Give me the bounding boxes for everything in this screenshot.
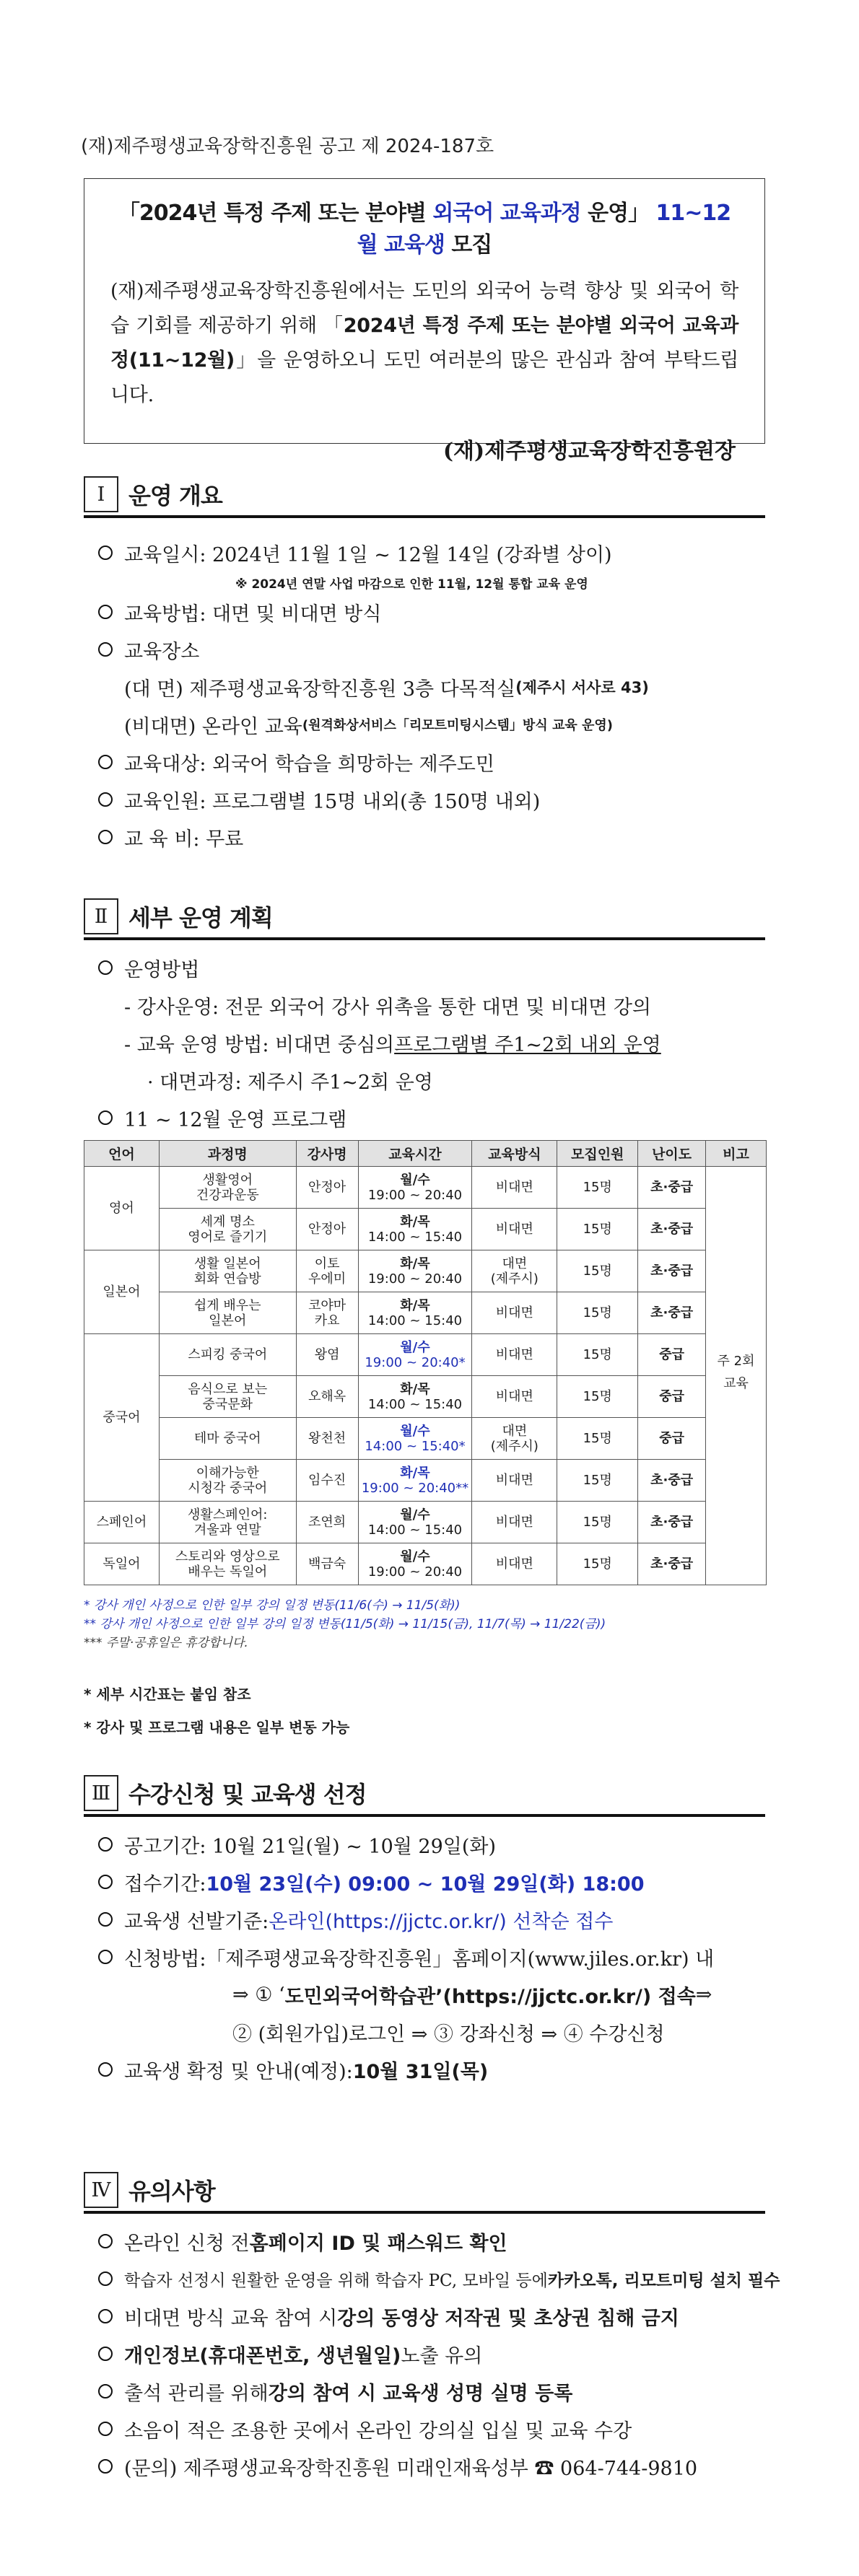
- cell-course-line: 이해가능한: [196, 1465, 259, 1481]
- overview-place: 교육장소: [124, 640, 200, 663]
- list-item: [98, 2410, 780, 2448]
- cell-course: [159, 1209, 296, 1250]
- cell-hours: 19:00 ~ 20:40: [367, 1187, 463, 1203]
- cell-teacher-line: 카요: [314, 1313, 340, 1328]
- list-item: [98, 781, 780, 818]
- cell-mode-line: 비대면: [495, 1180, 533, 1195]
- cell-mode-line: 비대면: [495, 1389, 533, 1404]
- overview-method: 교육방법: 대면 및 비대면 방식: [124, 603, 382, 626]
- section-number: Ⅳ: [84, 2172, 118, 2208]
- cell-time: [358, 1334, 472, 1376]
- list-item: [98, 949, 780, 986]
- circle-bullet-icon: [98, 2309, 113, 2323]
- table-header-row: [84, 1141, 767, 1167]
- cell-level: 중급: [638, 1334, 706, 1376]
- plan-program: 11 ~ 12월 운영 프로그램: [124, 1108, 347, 1131]
- cell-teacher-line: 왕천천: [308, 1431, 346, 1446]
- overview-capacity: 교육인원: 프로그램별 15명 내외(총 150명 내외): [124, 790, 541, 813]
- cell-hours: 19:00 ~ 20:40: [367, 1271, 463, 1287]
- caution-text: 학습자 선정시 원활한 운영을 위해 학습자 PC, 모바일 등에: [124, 2271, 548, 2290]
- section-heading-cautions: [84, 2172, 215, 2208]
- cell-teacher: [296, 1334, 358, 1376]
- cell-time: [358, 1460, 472, 1502]
- cell-level: 초·중급: [638, 1167, 706, 1209]
- cell-mode-line: (제주시): [490, 1271, 538, 1287]
- footnote-1: * 강사 개인 사정으로 인한 일부 강의 일정 변동(11/6(수) → 11/5(화)): [84, 1598, 461, 1613]
- cell-course-line: 스토리와 영상으로: [175, 1548, 280, 1564]
- circle-bullet-icon: [98, 605, 113, 619]
- cell-course: [159, 1418, 296, 1460]
- cell-language: 중국어: [84, 1334, 160, 1502]
- table-row: [84, 1376, 767, 1418]
- list-item: [98, 2051, 780, 2088]
- intro-body-text: 」을 운영하오니 도민 여러분의 많은 관심과 참여 부탁드립니다.: [110, 349, 738, 406]
- cell-mode-line: 비대면: [495, 1556, 533, 1572]
- intro-title-highlight: 11~12월 교육생: [357, 201, 731, 258]
- note-change: * 강사 및 프로그램 내용은 일부 변동 가능: [84, 1719, 350, 1736]
- list-item: [98, 593, 780, 631]
- cell-capacity: 15명: [557, 1376, 638, 1418]
- overview-place-b-note: (원격화상서비스「리모트미팅시스템」방식 교육 운영): [302, 718, 614, 733]
- cell-teacher-line: 임수진: [308, 1473, 346, 1488]
- list-item: [98, 534, 780, 571]
- cell-course-line: 일본어: [209, 1313, 247, 1328]
- cell-mode: [472, 1418, 557, 1460]
- circle-bullet-icon: [98, 2459, 113, 2474]
- cell-mode-line: 대면: [502, 1256, 528, 1271]
- apply-step-1-arrow: ⇒: [695, 1983, 712, 2006]
- cell-teacher-line: 백금숙: [308, 1556, 346, 1572]
- list-item: [98, 1863, 780, 1901]
- footnote-3: *** 주말·공휴일은 휴강합니다.: [84, 1636, 248, 1650]
- plan-method: 운영방법: [124, 958, 200, 981]
- cell-hours: 19:00 ~ 20:40**: [361, 1480, 469, 1496]
- plan-face: · 대면과정: 제주시 주1~2회 운영: [147, 1071, 433, 1094]
- cell-day: 월/수: [400, 1339, 430, 1355]
- circle-bullet-icon: [98, 960, 113, 975]
- cell-time: [358, 1209, 472, 1250]
- cell-teacher-line: 왕염: [314, 1347, 340, 1362]
- cell-day: 화/목: [400, 1465, 430, 1481]
- list-item: [98, 2297, 780, 2335]
- cell-mode-line: 대면: [502, 1423, 528, 1439]
- cell-course: [159, 1334, 296, 1376]
- cell-day: 화/목: [400, 1381, 430, 1397]
- section-title: 수강신청 및 교육생 선정: [128, 1781, 367, 1808]
- cell-course: [159, 1543, 296, 1585]
- cell-mode: [472, 1543, 557, 1585]
- cell-course: [159, 1502, 296, 1543]
- list-item: [98, 986, 780, 1024]
- cell-course-line: 중국문화: [202, 1396, 253, 1412]
- plan-list: [98, 949, 780, 1136]
- list-item: [98, 743, 780, 781]
- list-item: [98, 706, 780, 743]
- cell-time: [358, 1502, 472, 1543]
- cautions-list: [98, 2222, 780, 2485]
- circle-bullet-icon: [98, 1912, 113, 1927]
- cell-teacher: [296, 1460, 358, 1502]
- cell-teacher-line: 조연희: [308, 1515, 346, 1530]
- overview-date: 교육일시: 2024년 11월 1일 ~ 12월 14일 (강좌별 상이): [124, 543, 612, 566]
- intro-title-part: 운영」: [580, 201, 656, 226]
- cell-mode: [472, 1209, 557, 1250]
- plan-edu-method-highlight: 프로그램별 주1~2회 내외 운영: [394, 1033, 661, 1056]
- cell-capacity: 15명: [557, 1167, 638, 1209]
- cell-mode: [472, 1250, 557, 1292]
- cell-hours: 14:00 ~ 15:40: [367, 1229, 463, 1245]
- cell-hours: 14:00 ~ 15:40: [367, 1313, 463, 1328]
- cell-language: 스페인어: [84, 1502, 160, 1543]
- section-title: 세부 운영 계획: [128, 904, 273, 932]
- cell-mode-line: 비대면: [495, 1347, 533, 1362]
- contact-info: (문의) 제주평생교육장학진흥원 미래인재육성부 ☎ 064-744-9810: [124, 2457, 698, 2480]
- cell-mode-line: (제주시): [490, 1438, 538, 1454]
- circle-bullet-icon: [98, 1950, 113, 1964]
- caution-emphasis: 강의 참여 시 교육생 성명 실명 등록: [268, 2382, 573, 2405]
- cell-capacity: 15명: [557, 1250, 638, 1292]
- overview-place-a-note: (제주시 서사로 43): [515, 679, 649, 696]
- list-item: [98, 631, 780, 668]
- apply-criteria-label: 교육생 선발기준:: [124, 1910, 269, 1933]
- cell-level: 초·중급: [638, 1502, 706, 1543]
- list-item: [98, 2335, 780, 2373]
- caution-text: 출석 관리를 위해: [124, 2382, 269, 2405]
- cell-teacher-line: 오해옥: [308, 1389, 346, 1404]
- list-item: [98, 2260, 780, 2297]
- cell-mode: [472, 1292, 557, 1334]
- cell-course-line: 겨울과 연말: [193, 1522, 261, 1538]
- cell-day: 월/수: [400, 1423, 430, 1439]
- apply-step-1: ⇒ ① ‘: [232, 1983, 285, 2006]
- cell-level: 초·중급: [638, 1209, 706, 1250]
- cell-level: 중급: [638, 1376, 706, 1418]
- cell-mode: [472, 1334, 557, 1376]
- circle-bullet-icon: [98, 642, 113, 657]
- intro-body: [110, 274, 738, 413]
- table-row: [84, 1502, 767, 1543]
- intro-body-program: 2024년 특정 주제 또는 분야별 외국어 교육과정(11~12월): [110, 315, 738, 372]
- cell-teacher-line: 우에미: [308, 1271, 346, 1287]
- cell-mode-line: 비대면: [495, 1305, 533, 1320]
- section-rule: [84, 1814, 765, 1817]
- cell-day: 화/목: [400, 1214, 430, 1230]
- circle-bullet-icon: [98, 830, 113, 844]
- list-item: [98, 1061, 780, 1099]
- section-number: Ⅰ: [84, 476, 118, 512]
- cell-teacher-line: 안정아: [308, 1222, 346, 1237]
- cell-course: [159, 1376, 296, 1418]
- overview-target: 교육대상: 외국어 학습을 희망하는 제주도민: [124, 753, 494, 776]
- cell-course-line: 건강과운동: [196, 1187, 259, 1203]
- cell-level: 초·중급: [638, 1250, 706, 1292]
- cell-teacher: [296, 1502, 358, 1543]
- table-row: [84, 1543, 767, 1585]
- cell-course: [159, 1167, 296, 1209]
- cell-time: [358, 1250, 472, 1292]
- apply-criteria-value: 온라인(https://jjctc.or.kr/) 선착순 접수: [269, 1910, 614, 1933]
- intro-title: [110, 195, 738, 258]
- cell-course-line: 생활 일본어: [193, 1256, 261, 1271]
- footnote-2: ** 강사 개인 사정으로 인한 일부 강의 일정 변동(11/5(화) → 11/15(금), 11/7(목) → 11/22(금)): [84, 1617, 606, 1631]
- table-row: [84, 1418, 767, 1460]
- list-item: [98, 571, 780, 593]
- cell-day: 월/수: [400, 1507, 430, 1523]
- cell-remark-line: 주 2회: [717, 1353, 755, 1369]
- cell-day: 화/목: [400, 1256, 430, 1271]
- cell-mode: [472, 1502, 557, 1543]
- cell-teacher: [296, 1167, 358, 1209]
- intro-body-text: (재)제주평생교육장학진흥원에서는 도민의 외국어 능력 향상 및 외국어 학습 기회를 제공하기 위해 「: [110, 280, 738, 337]
- column-header: 언어: [84, 1141, 160, 1167]
- overview-place-a: (대 면) 제주평생교육장학진흥원 3층 다목적실: [124, 678, 516, 701]
- column-header: 교육방식: [472, 1141, 557, 1167]
- cell-remark-line: 교육: [723, 1375, 749, 1391]
- cell-teacher: [296, 1543, 358, 1585]
- intro-title-part: 「2024년 특정 주제 또는 분야별: [118, 201, 433, 226]
- cell-day: 화/목: [400, 1297, 430, 1313]
- apply-confirm-date: 10월 31일(목): [352, 2060, 489, 2083]
- cell-hours: 14:00 ~ 15:40*: [365, 1438, 466, 1454]
- cell-course: [159, 1292, 296, 1334]
- cell-teacher-line: 이토: [314, 1256, 340, 1271]
- caution-emphasis: 카카오톡, 리모트미팅 설치 필수: [547, 2271, 780, 2290]
- section-title: 운영 개요: [128, 482, 222, 509]
- section-number: Ⅱ: [84, 898, 118, 934]
- table-row: [84, 1334, 767, 1376]
- apply-receive-label: 접수기간:: [124, 1872, 206, 1896]
- cell-course-line: 회화 연습방: [193, 1271, 261, 1287]
- circle-bullet-icon: [98, 2347, 113, 2361]
- cell-hours: 14:00 ~ 15:40: [367, 1396, 463, 1412]
- section-heading-apply: [84, 1775, 367, 1811]
- circle-bullet-icon: [98, 1110, 113, 1125]
- intro-title-part: 모집: [444, 232, 492, 258]
- note-schedule: * 세부 시간표는 붙임 참조: [84, 1686, 251, 1703]
- section-rule: [84, 937, 765, 940]
- table-row: [84, 1250, 767, 1292]
- list-item: [98, 1826, 780, 1863]
- cell-level: 초·중급: [638, 1543, 706, 1585]
- cell-teacher-line: 코야마: [308, 1297, 346, 1313]
- cell-course-line: 배우는 독일어: [188, 1564, 268, 1580]
- table-row: [84, 1209, 767, 1250]
- caution-emphasis: 개인정보(휴대폰번호, 생년월일): [124, 2344, 401, 2367]
- list-item: [98, 668, 780, 706]
- cell-remark: [706, 1167, 767, 1585]
- circle-bullet-icon: [98, 2422, 113, 2436]
- section-rule: [84, 515, 765, 518]
- list-item: [98, 2448, 780, 2485]
- cell-course-line: 음식으로 보는: [188, 1381, 268, 1397]
- cell-capacity: 15명: [557, 1418, 638, 1460]
- cell-mode-line: 비대면: [495, 1515, 533, 1530]
- intro-title-highlight: 외국어 교육과정: [432, 201, 581, 226]
- section-rule: [84, 2211, 765, 2214]
- column-header: 과정명: [159, 1141, 296, 1167]
- cell-course-line: 생활영어: [202, 1172, 253, 1188]
- cell-teacher: [296, 1376, 358, 1418]
- apply-step-2: ② (회원가입)로그인 ⇒ ③ 강좌신청 ⇒ ④ 수강신청: [232, 2023, 665, 2046]
- caution-text: 노출 유의: [401, 2344, 483, 2367]
- caution-emphasis: 강의 동영상 저작권 및 초상권 침해 금지: [337, 2307, 679, 2330]
- section-number: Ⅲ: [84, 1775, 118, 1811]
- cell-time: [358, 1292, 472, 1334]
- signature: (재)제주평생교육장학진흥원장: [442, 439, 736, 464]
- cell-mode-line: 비대면: [495, 1473, 533, 1488]
- section-heading-overview: [84, 476, 222, 512]
- overview-date-note: ※ 2024년 연말 사업 마감으로 인한 11월, 12월 통합 교육 운영: [235, 577, 588, 592]
- circle-bullet-icon: [98, 2384, 113, 2398]
- cell-teacher: [296, 1209, 358, 1250]
- overview-place-b: (비대면) 온라인 교육: [124, 715, 302, 738]
- list-item: [98, 818, 780, 856]
- cell-level: 초·중급: [638, 1460, 706, 1502]
- list-item: [98, 1901, 780, 1938]
- cell-mode: [472, 1167, 557, 1209]
- plan-edu-method: - 교육 운영 방법: 비대면 중심의: [124, 1033, 395, 1056]
- list-item: [98, 1938, 780, 1976]
- circle-bullet-icon: [98, 2234, 113, 2248]
- table-row: [84, 1167, 767, 1209]
- cell-time: [358, 1376, 472, 1418]
- plan-instructor: - 강사운영: 전문 외국어 강사 위촉을 통한 대면 및 비대면 강의: [124, 996, 652, 1019]
- column-header: 강사명: [296, 1141, 358, 1167]
- cell-hours: 19:00 ~ 20:40: [367, 1564, 463, 1580]
- cell-day: 월/수: [400, 1548, 430, 1564]
- caution-text: 비대면 방식 교육 참여 시: [124, 2307, 338, 2330]
- cell-course-line: 영어로 즐기기: [188, 1229, 268, 1245]
- circle-bullet-icon: [98, 792, 113, 807]
- circle-bullet-icon: [98, 1837, 113, 1852]
- overview-list: [98, 534, 780, 856]
- circle-bullet-icon: [98, 546, 113, 560]
- apply-confirm-label: 교육생 확정 및 안내(예정):: [124, 2060, 353, 2083]
- cell-teacher: [296, 1292, 358, 1334]
- column-header: 난이도: [638, 1141, 706, 1167]
- cell-mode: [472, 1376, 557, 1418]
- list-item: [98, 1024, 780, 1061]
- cell-course-line: 테마 중국어: [193, 1431, 261, 1446]
- cell-time: [358, 1418, 472, 1460]
- apply-how: 신청방법:「제주평생교육장학진흥원」홈페이지(www.jiles.or.kr) 내: [124, 1948, 715, 1971]
- cell-capacity: 15명: [557, 1460, 638, 1502]
- circle-bullet-icon: [98, 2271, 113, 2286]
- cell-course-line: 스피킹 중국어: [188, 1347, 268, 1362]
- section-heading-plan: [84, 898, 273, 934]
- cell-teacher: [296, 1250, 358, 1292]
- cell-capacity: 15명: [557, 1502, 638, 1543]
- program-table: [84, 1140, 767, 1585]
- cell-day: 월/수: [400, 1172, 430, 1188]
- cell-level: 중급: [638, 1418, 706, 1460]
- apply-period: 공고기간: 10월 21일(월) ~ 10월 29일(화): [124, 1835, 497, 1858]
- list-item: [98, 2222, 780, 2260]
- cell-time: [358, 1543, 472, 1585]
- table-row: [84, 1292, 767, 1334]
- list-item: [98, 2373, 780, 2410]
- cell-language: 영어: [84, 1167, 160, 1250]
- list-item: [98, 2013, 780, 2051]
- list-item: [98, 1099, 780, 1136]
- cell-mode-line: 비대면: [495, 1222, 533, 1237]
- column-header: 교육시간: [358, 1141, 472, 1167]
- cell-course: [159, 1460, 296, 1502]
- cell-language: 독일어: [84, 1543, 160, 1585]
- intro-box: [84, 178, 765, 464]
- notice-number: (재)제주평생교육장학진흥원 공고 제 2024-187호: [81, 136, 494, 157]
- overview-fee: 교 육 비: 무료: [124, 828, 244, 851]
- caution-text: 소음이 적은 조용한 곳에서 온라인 강의실 입실 및 교육 수강: [124, 2419, 632, 2443]
- cell-course-line: 쉽게 배우는: [193, 1297, 261, 1313]
- circle-bullet-icon: [98, 755, 113, 769]
- caution-text: 온라인 신청 전: [124, 2232, 250, 2255]
- column-header: 모집인원: [557, 1141, 638, 1167]
- cell-capacity: 15명: [557, 1543, 638, 1585]
- cell-language: 일본어: [84, 1250, 160, 1334]
- section-title: 유의사항: [128, 2178, 215, 2205]
- circle-bullet-icon: [98, 2062, 113, 2077]
- cell-course: [159, 1250, 296, 1292]
- cell-course-line: 시청각 중국어: [188, 1480, 268, 1496]
- apply-receive-date: 10월 23일(수) 09:00 ~ 10월 29일(화) 18:00: [206, 1872, 645, 1896]
- cell-capacity: 15명: [557, 1292, 638, 1334]
- cell-teacher-line: 안정아: [308, 1180, 346, 1195]
- table-row: [84, 1460, 767, 1502]
- cell-hours: 19:00 ~ 20:40*: [365, 1354, 466, 1370]
- cell-course-line: 생활스페인어:: [188, 1507, 268, 1523]
- caution-emphasis: 홈페이지 ID 및 패스워드 확인: [249, 2232, 507, 2255]
- circle-bullet-icon: [98, 1875, 113, 1889]
- cell-capacity: 15명: [557, 1209, 638, 1250]
- cell-hours: 14:00 ~ 15:40: [367, 1522, 463, 1538]
- cell-time: [358, 1167, 472, 1209]
- apply-step-1-site: 도민외국어학습관’(https://jjctc.or.kr/) 접속: [284, 1985, 696, 2008]
- column-header: 비고: [706, 1141, 767, 1167]
- apply-list: [98, 1826, 780, 2088]
- cell-level: 초·중급: [638, 1292, 706, 1334]
- cell-mode: [472, 1460, 557, 1502]
- cell-teacher: [296, 1418, 358, 1460]
- list-item: [98, 1976, 780, 2013]
- cell-course-line: 세계 명소: [200, 1214, 255, 1230]
- cell-capacity: 15명: [557, 1334, 638, 1376]
